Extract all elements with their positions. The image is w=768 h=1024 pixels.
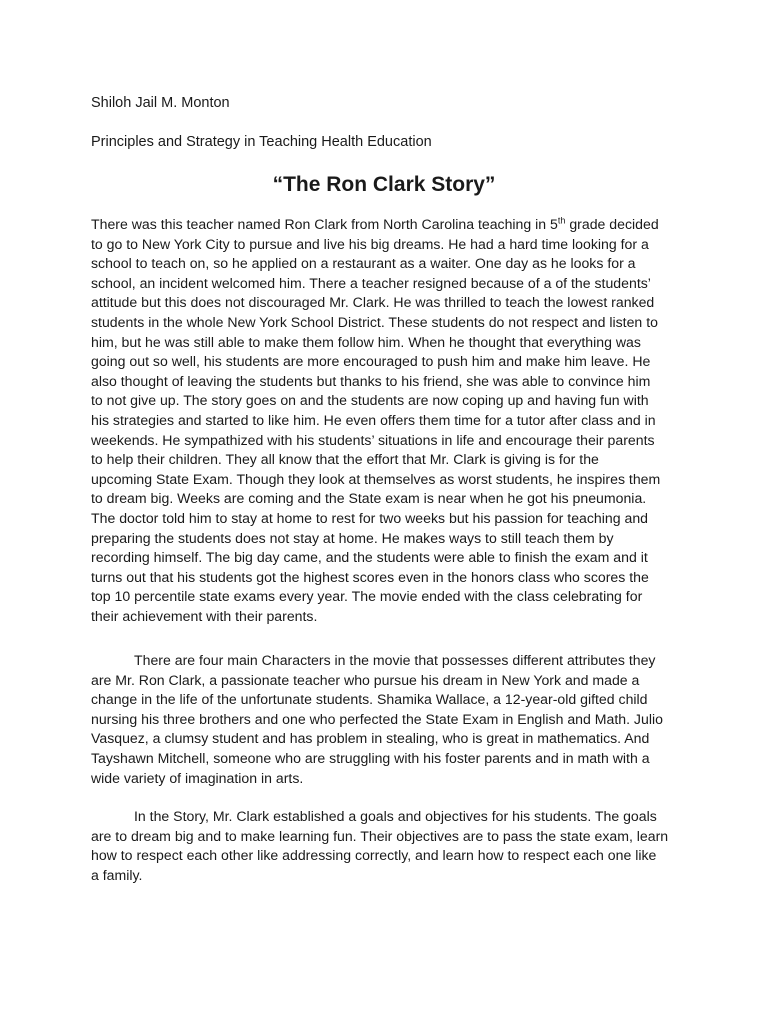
document-title: “The Ron Clark Story”	[272, 173, 496, 196]
paragraph-summary	[91, 215, 677, 626]
text-line: attitude but this does not discouraged Mr. Clark. He was thrilled to teach the lowest ranked	[91, 294, 655, 311]
text-line: are to dream big and to make learning fun. Their objectives are to pass the state exam, learn	[91, 827, 669, 844]
text-line: Tayshawn Mitchell, someone who are struggling with his foster parents and in math with a	[91, 749, 650, 766]
author-name: Shiloh Jail M. Monton	[91, 95, 230, 111]
text-line: wide variety of imagination in arts.	[91, 769, 304, 786]
text-line: turns out that his students got the highest scores even in the honors class who scores the	[91, 568, 649, 585]
text-line: are Mr. Ron Clark, a passionate teacher who pursue his dream in New York and made a	[91, 671, 640, 688]
text-line: Vasquez, a clumsy student and has problem in stealing, who is great in mathematics. And	[91, 730, 650, 747]
paragraph-goals	[91, 807, 677, 885]
text-line: recording himself. The big day came, and the students were able to finish the exam and it	[91, 549, 648, 566]
text-line: him, but he was still able to make them follow him. When he thought that everything was	[91, 333, 641, 350]
text-line: a family.	[91, 866, 143, 883]
text-line: nursing his three brothers and one who perfected the State Exam in English and Math. Julio	[91, 710, 663, 727]
text-line: preparing the students does not stay at home. He makes ways to still teach them by	[91, 529, 614, 546]
text-line: going out so well, his students are more encouraged to push him and make him leave. He	[91, 353, 651, 370]
text-line: weekends. He sympathized with his students’ situations in life and encourage their parents	[91, 431, 655, 448]
text-line: students in the whole New York School District. These students do not respect and listen to	[91, 313, 658, 330]
text-line: school to teach on, so he applied on a restaurant as a waiter. One day as he looks for a	[91, 255, 636, 272]
text-line: top 10 percentile state exams every year. The movie ended with the class celebrating for	[91, 588, 643, 605]
text-line: also thought of leaving the students but thanks to his friend, she was able to convince him	[91, 372, 651, 389]
text-line: There are four main Characters in the movie that possesses different attributes they	[134, 652, 656, 668]
text-line: to help their children. They all know that the effort that Mr. Clark is giving is for the	[91, 451, 599, 468]
text-line: how to respect each other like addressing correctly, and learn how to respect each one like	[91, 847, 657, 864]
text-line: The doctor told him to stay at home to rest for two weeks but his passion for teaching and	[91, 509, 648, 526]
text-line: school, an incident welcomed him. There a teacher resigned because of a of the students’	[91, 274, 651, 291]
text-line: his strategies and started to like him. He even offers them time for a tutor after class and in	[91, 411, 656, 428]
text-line: to go to New York City to pursue and live his big dreams. He had a hard time looking for a	[91, 235, 649, 252]
text-line: upcoming State Exam. Though they look at themselves as worst students, he inspires them	[91, 470, 661, 487]
text-line: There was this teacher named Ron Clark from North Carolina teaching in 5th grade decided	[91, 215, 659, 232]
text-line: change in the life of the unfortunate students. Shamika Wallace, a 12-year-old gifted child	[91, 691, 648, 708]
text-line: to not give up. The story goes on and the students are now coping up and having fun with	[91, 392, 649, 409]
paragraph-characters	[91, 651, 677, 788]
course-name: Principles and Strategy in Teaching Health Education	[91, 134, 432, 150]
text-line: In the Story, Mr. Clark established a goals and objectives for his students. The goals	[134, 808, 657, 824]
superscript: th	[557, 215, 566, 226]
text-line: to dream big. Weeks are coming and the State exam is near when he got his pneumonia.	[91, 490, 647, 507]
text-line: their achievement with their parents.	[91, 607, 318, 624]
